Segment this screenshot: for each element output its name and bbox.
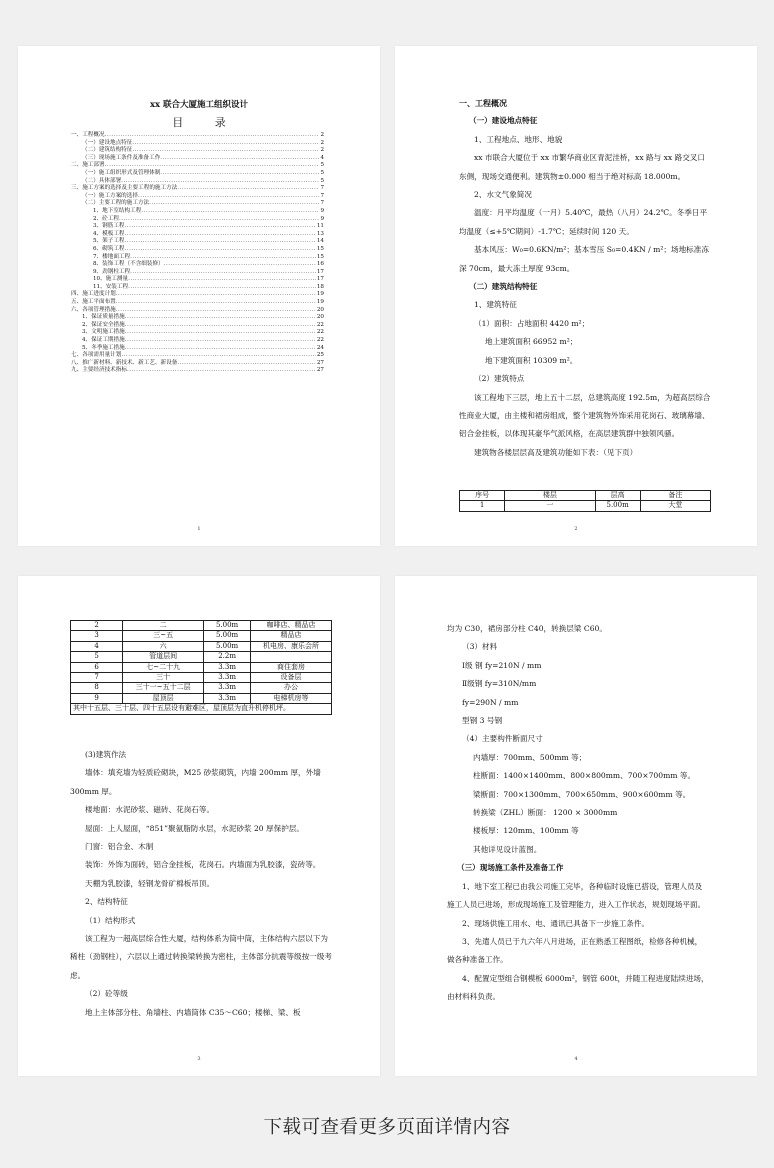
toc-entry-label: 四、施工进度计划 bbox=[71, 291, 116, 298]
table-row bbox=[71, 662, 332, 672]
table-cell bbox=[251, 652, 332, 662]
paragraph: 内墙厚：700mm、500mm 等； bbox=[473, 752, 587, 762]
paragraph: （4）主要构件断面尺寸 bbox=[462, 734, 543, 744]
page-number: 1 bbox=[197, 526, 201, 532]
table-header-cell: 楼层 bbox=[505, 491, 595, 501]
toc-entry bbox=[71, 314, 324, 322]
table-header-cell: 层高 bbox=[595, 491, 640, 501]
paragraph: 1、建筑特征 bbox=[474, 300, 517, 310]
paragraph: 楼板厚：120mm、100mm 等 bbox=[473, 826, 579, 836]
table-row bbox=[71, 673, 332, 683]
table-cell: 机电房、康乐会所 bbox=[251, 641, 332, 651]
table-cell: 管道层间 bbox=[123, 652, 204, 662]
toc-leader bbox=[132, 147, 319, 155]
toc-leader bbox=[119, 216, 320, 224]
table-note-row bbox=[71, 704, 332, 714]
paragraph: 2、现场供施工用水、电、通讯已具备下一步施工条件。 bbox=[462, 918, 650, 928]
paragraph: 天棚为乳胶漆，轻钢龙骨矿棉板吊顶。 bbox=[85, 878, 215, 888]
floor-table bbox=[70, 620, 332, 715]
paragraph: 门窗：铝合金、木制 bbox=[85, 842, 154, 852]
toc-entry-label: （二）具体部署 bbox=[82, 177, 122, 184]
paragraph: 建筑物各楼层层高及建筑功能如下表：（见下页） bbox=[474, 447, 638, 457]
download-prompt[interactable]: 下载可查看更多页面详情内容 bbox=[263, 1117, 511, 1138]
toc-entry-page: 9 bbox=[320, 207, 324, 214]
toc-leader bbox=[116, 291, 316, 299]
table-cell: 1 bbox=[460, 501, 505, 511]
toc-leader bbox=[130, 254, 316, 262]
paragraph: 墙体：填充墙为轻质砼砌块，M25 砂浆砌筑，内墙 200mm 厚，外墙 300mm 厚。 bbox=[70, 768, 321, 796]
toc-entry bbox=[71, 261, 324, 269]
table-cell: 5.00m bbox=[595, 501, 640, 511]
paragraph: 3、先遣人员已于九六年八月进场，正在熟悉工程图纸，检修各种机械，做各种准备工作。 bbox=[447, 936, 703, 965]
toc-heading: 目 录 bbox=[172, 116, 240, 129]
toc-entry bbox=[71, 246, 324, 254]
table-row bbox=[71, 621, 332, 631]
toc-entry-page: 27 bbox=[316, 367, 324, 374]
paragraph: 地上主体部分柱、角墙柱、内墙筒体 C35～C60；楼梯、梁、板 bbox=[85, 1007, 301, 1017]
toc-entry bbox=[71, 200, 324, 208]
table-cell: 2 bbox=[71, 621, 123, 631]
toc-entry-label: （一）建设地点特征 bbox=[82, 139, 133, 146]
toc-entry bbox=[71, 329, 324, 337]
page-body bbox=[70, 746, 332, 1022]
table-cell: 咖啡店、精品店 bbox=[251, 621, 332, 631]
table-cell: 4 bbox=[71, 641, 123, 651]
toc-entry-page: 2 bbox=[320, 147, 324, 154]
table-cell: 5.00m bbox=[204, 641, 251, 651]
table-cell: 大堂 bbox=[640, 501, 710, 511]
toc-entry bbox=[71, 254, 324, 262]
toc-entry-label: 11、安装工程 bbox=[93, 283, 129, 290]
paragraph: 4、配置定型组合钢模板 6000m²，钢管 600t，并随工程进度陆续进场，由材料科负责。 bbox=[447, 973, 709, 1002]
table-cell: 5.00m bbox=[204, 621, 251, 631]
section-heading: （二）建筑结构特征 bbox=[469, 282, 538, 292]
table-cell: 3.3m bbox=[204, 673, 251, 683]
table-cell: 三十 bbox=[123, 673, 204, 683]
toc-entry bbox=[71, 238, 324, 246]
table-header-row bbox=[460, 491, 711, 501]
paragraph: （1）面积：占地面积 4420 m²； bbox=[474, 318, 590, 328]
paragraph: 其他详见设计蓝图。 bbox=[473, 844, 542, 854]
toc-entry-page: 5 bbox=[320, 177, 324, 184]
paragraph: 柱断面：1400×1400mm、800×800mm、700×700mm 等。 bbox=[473, 771, 696, 781]
toc-leader bbox=[125, 322, 316, 330]
toc-entry-page: 7 bbox=[320, 185, 324, 192]
toc-entry-page: 2 bbox=[320, 139, 324, 146]
toc-entry-page: 15 bbox=[316, 245, 324, 252]
paragraph: 2、结构特征 bbox=[85, 897, 128, 907]
toc-entry bbox=[71, 223, 324, 231]
toc-entry-page: 22 bbox=[316, 329, 324, 336]
toc-entry-label: （三）现场施工条件及准备工作 bbox=[82, 154, 161, 161]
toc-entry bbox=[71, 170, 324, 178]
page-number: 3 bbox=[197, 1056, 201, 1062]
toc-entry-label: 六、各项管理措施 bbox=[71, 306, 116, 313]
table-cell: 3.3m bbox=[204, 693, 251, 703]
paragraph: 1、地下室工程已由我公司施工完毕，各种临时设施已搭设，管理人员及施工人员已进场，形成现场施工及管理能力，进入工作状态，规划现场平面。 bbox=[447, 881, 706, 910]
table-cell: 办公 bbox=[251, 683, 332, 693]
toc-entry-page: 13 bbox=[316, 230, 324, 237]
table-cell: 2.2m bbox=[204, 652, 251, 662]
table-cell: 七~二十九 bbox=[123, 662, 204, 672]
toc-leader bbox=[125, 314, 316, 322]
toc-entry-label: 二、施工部署 bbox=[71, 162, 105, 169]
table-header-cell: 序号 bbox=[460, 491, 505, 501]
toc-entry-label: （二）主要工程的施工方法 bbox=[82, 200, 150, 207]
document-page-4 bbox=[395, 576, 757, 1076]
toc-entry-page: 22 bbox=[316, 321, 324, 328]
toc-entry-label: （一）施工组织形式及管理体制 bbox=[82, 169, 161, 176]
toc-leader bbox=[116, 299, 316, 307]
paragraph: Ⅱ级钢 fy=310N/mm bbox=[462, 679, 537, 689]
toc-entry-label: 7、楼地面工程 bbox=[93, 253, 131, 260]
table-cell: 电梯机房等 bbox=[251, 693, 332, 703]
toc-entry-label: 八、推广新材料、新技术、新工艺、新设备 bbox=[71, 359, 178, 366]
toc-entry-label: 七、各项需用量计划 bbox=[71, 352, 122, 359]
toc-leader bbox=[121, 352, 316, 360]
toc-entry bbox=[71, 276, 324, 284]
paragraph: Ⅰ级 钢 fy=210N / mm bbox=[462, 660, 542, 670]
toc-entry-page: 9 bbox=[320, 215, 324, 222]
toc-entry bbox=[71, 352, 324, 360]
toc-leader bbox=[128, 276, 316, 284]
toc-entry-page: 5 bbox=[320, 169, 324, 176]
toc-entry-label: 1、保证质量措施 bbox=[82, 314, 125, 321]
toc-leader bbox=[160, 155, 319, 163]
toc-leader bbox=[125, 231, 316, 239]
toc-entry-label: 2、保证安全措施 bbox=[82, 321, 125, 328]
paragraph: （2）砼等级 bbox=[85, 989, 128, 999]
paragraph: （3）材料 bbox=[462, 642, 498, 652]
toc-entry bbox=[71, 291, 324, 299]
toc-entry-page: 19 bbox=[316, 299, 324, 306]
table-cell: 3.3m bbox=[204, 662, 251, 672]
table-row bbox=[71, 652, 332, 662]
toc-leader bbox=[125, 223, 316, 231]
toc-leader bbox=[105, 132, 320, 140]
paragraph: 地上建筑面积 66952 m²； bbox=[485, 337, 578, 347]
toc-leader bbox=[138, 193, 319, 201]
toc-entry-page: 18 bbox=[316, 283, 324, 290]
toc-entry-label: （二）建筑结构特征 bbox=[82, 147, 133, 154]
toc-entry bbox=[71, 337, 324, 345]
paragraph: 屋面：上人屋面，“851”聚氨脂防水层，水泥砂浆 20 厚保护层。 bbox=[85, 823, 304, 833]
toc-entry-label: 一、工程概况 bbox=[71, 132, 105, 138]
toc-entry-page: 2 bbox=[320, 132, 324, 138]
toc-leader bbox=[127, 367, 316, 375]
toc-entry-page: 5 bbox=[320, 162, 324, 169]
toc-entry bbox=[71, 216, 324, 224]
document-title: xx 联合大厦施工组织设计 bbox=[149, 100, 249, 110]
toc-leader bbox=[125, 329, 316, 337]
table-row bbox=[71, 641, 332, 651]
paragraph: 该工程为一超高层综合性大厦，结构体系为筒中筒，主体结构六层以下为稀柱（劲钢柱），六层以上通过转换梁转换为密柱，主体部分抗震等级按一级考虑。 bbox=[70, 934, 332, 980]
page-body bbox=[447, 620, 709, 1007]
toc-entry-page: 20 bbox=[316, 306, 324, 313]
toc-entry bbox=[71, 185, 324, 193]
toc-leader bbox=[125, 246, 316, 254]
toc-entry-label: 1、地下室结构工程 bbox=[93, 207, 142, 214]
toc-leader bbox=[125, 345, 316, 353]
floor-table-part2 bbox=[70, 620, 332, 715]
paragraph: 基本风压：W₀=0.6KN/m²；基本雪压 S₀=0.4KN / m²；场地标准冻深 70cm，最大冻土厚度 93cm。 bbox=[459, 245, 709, 273]
paragraph: （1）结构形式 bbox=[85, 915, 136, 925]
table-cell: 三~五 bbox=[123, 631, 204, 641]
toc-leader bbox=[116, 307, 316, 315]
toc-entry-label: 五、施工平面布置 bbox=[71, 299, 116, 306]
table-cell: 屋顶层 bbox=[123, 693, 204, 703]
table-cell: 精品店 bbox=[251, 631, 332, 641]
toc-entry-label: 三、施工方案的选择及主要工程的施工方法 bbox=[71, 185, 178, 192]
toc-entry-page: 4 bbox=[320, 154, 324, 161]
table-of-contents bbox=[71, 132, 324, 375]
toc-entry-page: 11 bbox=[316, 223, 324, 230]
toc-entry-page: 22 bbox=[316, 337, 324, 344]
toc-entry-label: 2、砼工程 bbox=[93, 215, 119, 222]
paragraph: 装饰：外饰为面砖，铝合金挂板，花岗石。内墙面为乳胶漆，瓷砖等。 bbox=[85, 860, 321, 870]
toc-entry-page: 20 bbox=[316, 314, 324, 321]
toc-entry-label: 5、冬季施工措施 bbox=[82, 344, 125, 351]
toc-leader bbox=[164, 261, 316, 269]
toc-leader bbox=[132, 140, 319, 148]
toc-entry-label: 10、施工测量 bbox=[93, 276, 129, 283]
toc-entry-page: 25 bbox=[316, 352, 324, 359]
table-cell: 设备层 bbox=[251, 673, 332, 683]
document-page-2 bbox=[395, 46, 757, 546]
toc-entry-label: 4、保证工期措施 bbox=[82, 337, 125, 344]
floor-table-part1 bbox=[459, 490, 711, 512]
toc-leader bbox=[125, 238, 316, 246]
toc-entry-label: 3、文明施工措施 bbox=[82, 329, 125, 336]
table-cell: 商住套房 bbox=[251, 662, 332, 672]
toc-entry-label: 4、模板工程 bbox=[93, 230, 125, 237]
table-row bbox=[71, 683, 332, 693]
table-cell: 3 bbox=[71, 631, 123, 641]
paragraph: 楼地面：水泥砂浆、磁砖、花岗石等。 bbox=[85, 805, 215, 815]
page-number: 4 bbox=[574, 1056, 578, 1062]
toc-entry bbox=[71, 299, 324, 307]
toc-leader bbox=[141, 208, 319, 216]
paragraph: 1、工程地点、地形、地貌 bbox=[474, 134, 563, 144]
toc-entry-page: 7 bbox=[320, 192, 324, 199]
table-cell: 7 bbox=[71, 673, 123, 683]
toc-entry bbox=[71, 162, 324, 170]
table-cell: 8 bbox=[71, 683, 123, 693]
page-number: 2 bbox=[574, 526, 578, 532]
paragraph: 梁断面：700×1300mm、700×650mm、900×600mm 等。 bbox=[473, 789, 691, 799]
paragraph: (3)建筑作法 bbox=[85, 750, 127, 759]
toc-entry-page: 24 bbox=[316, 344, 324, 351]
toc-entry bbox=[71, 155, 324, 163]
table-cell: 6 bbox=[71, 662, 123, 672]
toc-leader bbox=[160, 170, 319, 178]
document-page-1 bbox=[18, 46, 380, 546]
section-heading: 一、工程概况 bbox=[459, 98, 507, 108]
table-cell: 六 bbox=[123, 641, 204, 651]
paragraph: 该工程地下三层，地上五十二层，总建筑高度 192.5m，为超高层综合性商业大厦，由主楼和裙房组成，整个建筑物外饰采用花岗石、玻璃幕墙、铝合金挂板，以体现其豪华气派风格，在高层建筑群中独领风骚。 bbox=[459, 392, 711, 439]
toc-entry-label: 5、架子工程 bbox=[93, 238, 125, 245]
toc-leader bbox=[149, 200, 319, 208]
table-cell: 3.3m bbox=[204, 683, 251, 693]
toc-entry-page: 16 bbox=[316, 261, 324, 268]
document-page-3 bbox=[18, 576, 380, 1076]
section-heading: （三）现场施工条件及准备工作 bbox=[457, 863, 564, 873]
toc-entry bbox=[71, 367, 324, 375]
paragraph: fy=290N / mm bbox=[462, 697, 519, 707]
table-cell: 一 bbox=[505, 501, 595, 511]
paragraph: 型钢 3 号钢 bbox=[462, 716, 503, 726]
toc-leader bbox=[125, 337, 316, 345]
table-row bbox=[71, 693, 332, 703]
table-note: 其中十五层、三十层、四十五层设有避难区，屋顶层为直升机停机坪。 bbox=[71, 704, 332, 714]
toc-entry-label: 6、砌筑工程 bbox=[93, 245, 125, 252]
toc-entry bbox=[71, 132, 324, 140]
toc-entry-page: 15 bbox=[316, 253, 324, 260]
table-row bbox=[460, 501, 711, 511]
toc-entry-page: 7 bbox=[320, 200, 324, 207]
table-header-cell: 备注 bbox=[640, 491, 710, 501]
section-heading: （一）建设地点特征 bbox=[469, 116, 538, 126]
toc-entry-page: 19 bbox=[316, 291, 324, 298]
toc-entry-label: 九、主要经济技术指标 bbox=[71, 367, 127, 374]
toc-leader bbox=[130, 269, 316, 277]
paragraph: 温度：月平均温度（一月）5.40℃，最热（八月）24.2℃。冬季日平均温度（≤+5℃期间）-1.7℃；延续时间 120 天。 bbox=[459, 208, 708, 236]
table-cell: 5 bbox=[71, 652, 123, 662]
toc-entry-label: （一）施工方案的选择 bbox=[82, 192, 138, 199]
toc-entry-label: 8、装饰工程（不含细装修） bbox=[93, 261, 164, 268]
floor-table bbox=[459, 490, 711, 512]
toc-entry-page: 14 bbox=[316, 238, 324, 245]
page-body bbox=[459, 94, 711, 462]
toc-entry-page: 17 bbox=[316, 268, 324, 275]
table-row bbox=[71, 631, 332, 641]
table-cell: 二 bbox=[123, 621, 204, 631]
paragraph: 转换梁（ZHL）断面： 1200 × 3000mm bbox=[473, 808, 618, 818]
toc-entry-page: 17 bbox=[316, 276, 324, 283]
toc-entry-label: 3、钢筋工程 bbox=[93, 223, 125, 230]
paragraph: xx 市联合大厦位于 xx 市繁华商业区青泥洼桥，xx 路与 xx 路交叉口东侧，现场交通便利。建筑物±0.000 相当于绝对标高 18.000m。 bbox=[459, 153, 705, 181]
toc-leader bbox=[177, 360, 316, 368]
toc-leader bbox=[105, 162, 320, 170]
paragraph: 均为 C30，裙房部分柱 C40，转换层梁 C60。 bbox=[447, 624, 607, 633]
table-cell: 9 bbox=[71, 693, 123, 703]
table-cell: 5.00m bbox=[204, 631, 251, 641]
toc-entry bbox=[71, 147, 324, 155]
paragraph: 2、水文气象简况 bbox=[474, 190, 532, 200]
paragraph: （2）建筑特点 bbox=[474, 374, 525, 384]
toc-entry-label: 9、劲钢柱工程 bbox=[93, 268, 131, 275]
paragraph: 地下建筑面积 10309 m²。 bbox=[485, 355, 578, 365]
toc-entry bbox=[71, 208, 324, 216]
toc-leader bbox=[128, 284, 316, 292]
toc-entry-page: 27 bbox=[316, 359, 324, 366]
toc-leader bbox=[177, 185, 319, 193]
table-cell: 三十一~五十二层 bbox=[123, 683, 204, 693]
